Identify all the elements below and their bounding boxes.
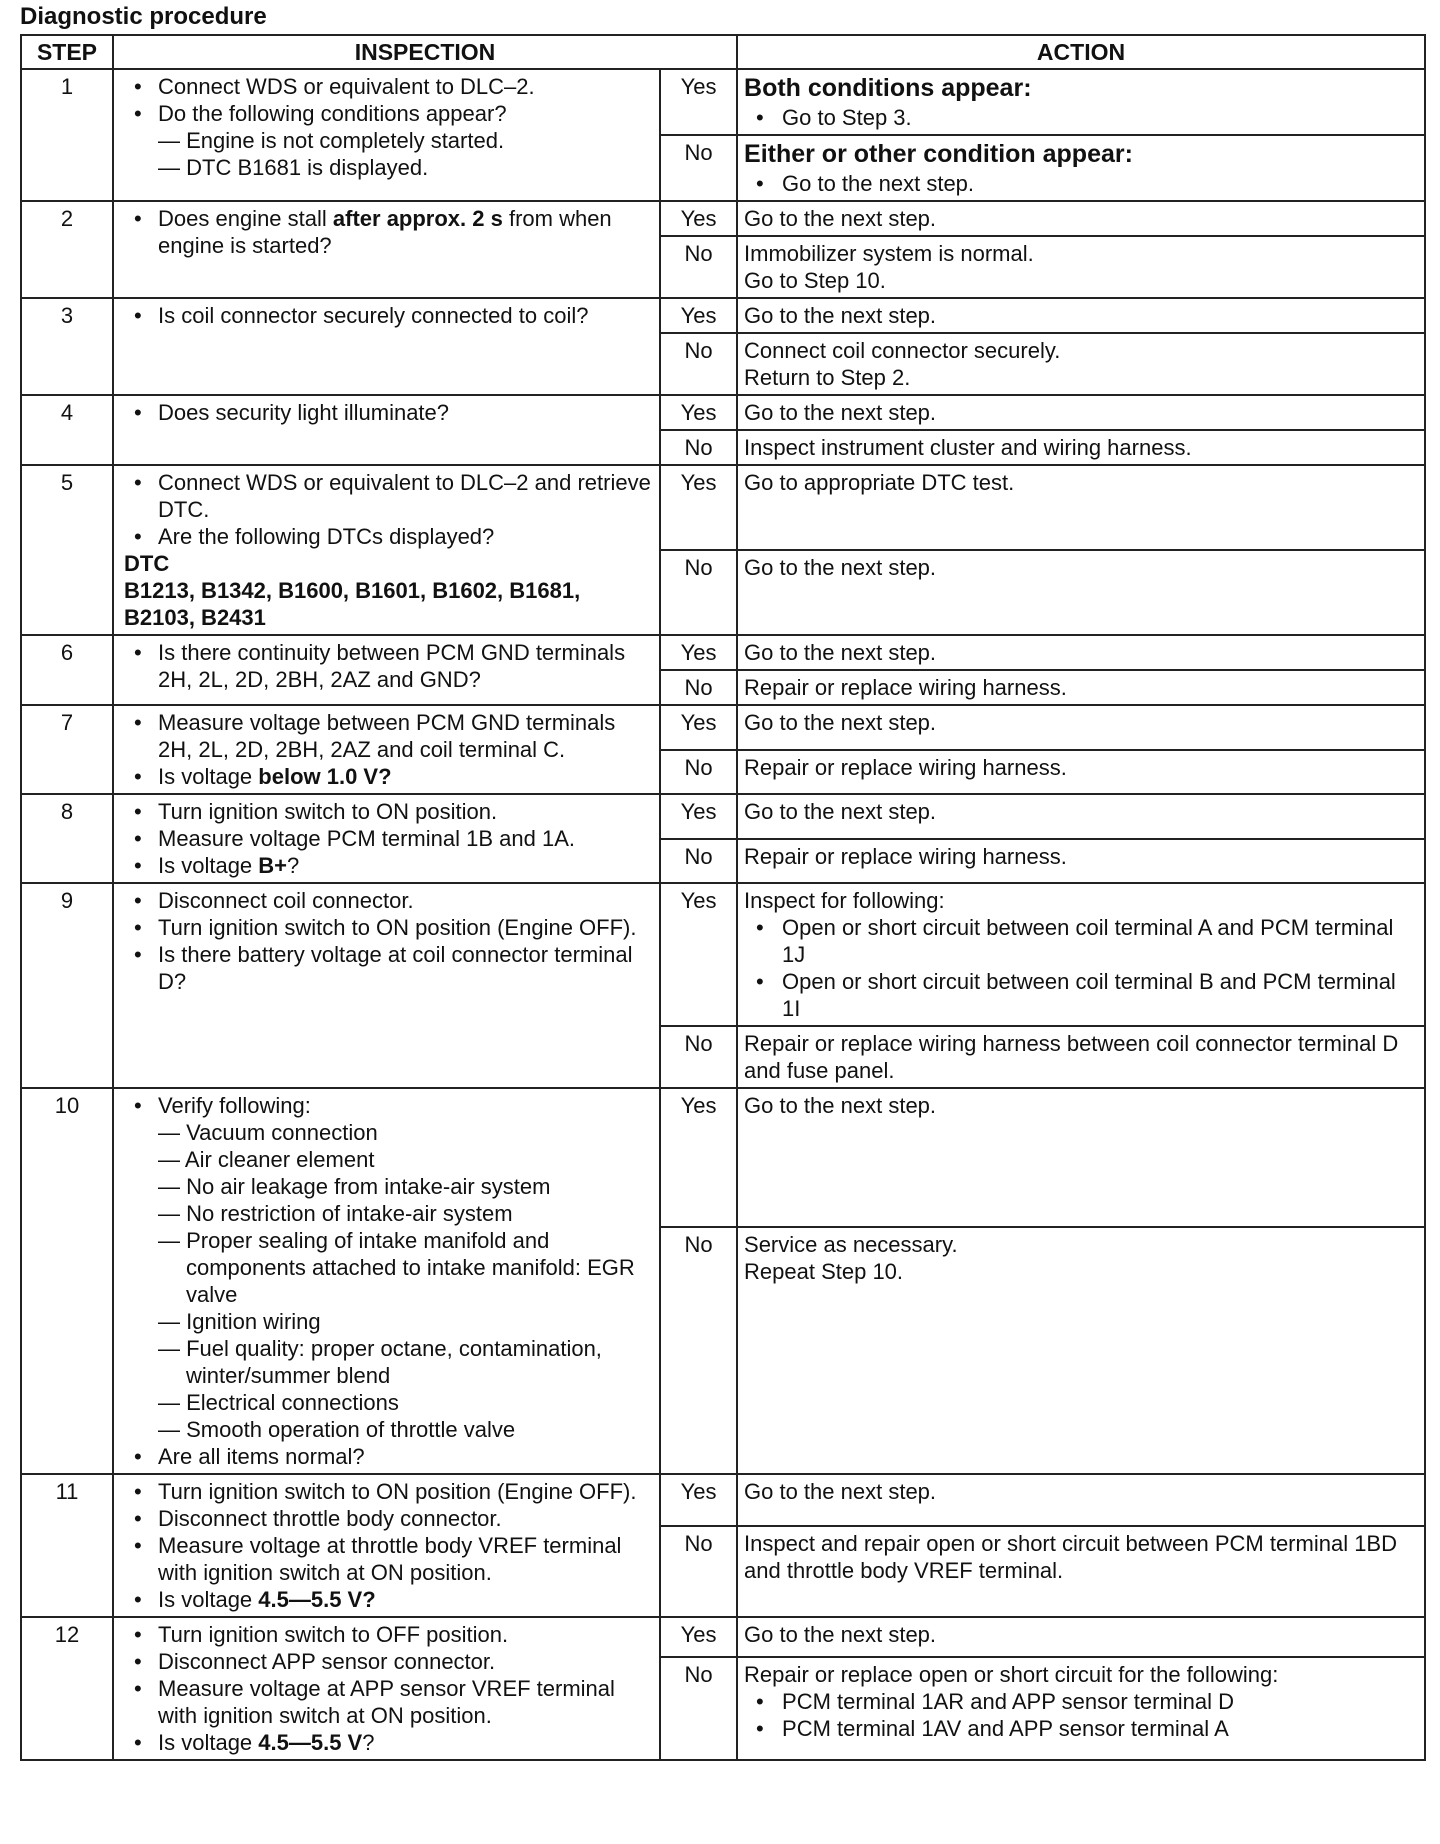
result-label: Yes — [660, 69, 737, 135]
text-fragment: Is voltage — [158, 764, 259, 789]
dash-item: — DTC B1681 is displayed. — [158, 155, 429, 180]
step-number: 2 — [21, 201, 113, 298]
action-column-header: ACTION — [737, 35, 1425, 69]
table-row — [21, 635, 1425, 670]
action-cell — [737, 333, 1425, 395]
action-cell — [737, 298, 1425, 333]
bullet-item: • Are the following DTCs displayed? — [124, 523, 653, 550]
text-line: Go to the next step. — [744, 555, 937, 580]
bullet-item: • Go to Step 3. — [744, 104, 1418, 131]
table-row — [21, 395, 1425, 430]
result-label: No — [660, 236, 737, 298]
text-line: Inspect instrument cluster and wiring harness. — [744, 435, 1192, 460]
inspection-cell — [113, 465, 660, 635]
bullet-item: • Is there battery voltage at coil connector terminal D? — [124, 941, 653, 995]
action-cell — [737, 430, 1425, 465]
action-cell — [737, 794, 1425, 839]
action-cell — [737, 550, 1425, 635]
table-row — [21, 465, 1425, 550]
text-fragment: ? — [362, 1730, 375, 1755]
step-number: 5 — [21, 465, 113, 635]
table-row — [21, 1617, 1425, 1657]
bullet-item: • Measure voltage PCM terminal 1B and 1A. — [124, 825, 653, 852]
page-title: Diagnostic procedure — [20, 3, 267, 30]
bullet-item — [124, 205, 653, 259]
text-line: Immobilizer system is normal. — [744, 241, 1034, 266]
bullet-item: • Is coil connector securely connected to coil? — [124, 302, 653, 329]
inspection-cell — [113, 395, 660, 465]
step-number: 7 — [21, 705, 113, 794]
emphasis-text: B+ — [258, 853, 288, 878]
dash-item: — Fuel quality: proper octane, contamination, winter/summer blend — [158, 1336, 602, 1388]
result-label: Yes — [660, 705, 737, 750]
dash-item: — Smooth operation of throttle valve — [158, 1417, 516, 1442]
text-line: Connect coil connector securely. — [744, 338, 1061, 363]
bullet-item: • Is there continuity between PCM GND terminals 2H, 2L, 2D, 2BH, 2AZ and GND? — [124, 639, 653, 693]
text-line: Return to Step 2. — [744, 365, 911, 390]
action-cell — [737, 670, 1425, 705]
result-label: No — [660, 1227, 737, 1474]
bullet-item: • Does security light illuminate? — [124, 399, 653, 426]
bullet-item: • Turn ignition switch to ON position. — [124, 798, 653, 825]
bullet-item — [124, 1586, 653, 1613]
action-cell — [737, 201, 1425, 236]
bullet-item — [124, 763, 653, 790]
result-label: Yes — [660, 635, 737, 670]
text-line: Go to the next step. — [744, 1479, 937, 1504]
inspection-cell — [113, 883, 660, 1088]
table-row — [21, 1088, 1425, 1227]
action-cell — [737, 465, 1425, 550]
table-row — [21, 1474, 1425, 1526]
result-label: No — [660, 1026, 737, 1088]
table-row — [21, 201, 1425, 236]
action-cell — [737, 1227, 1425, 1474]
result-label: Yes — [660, 298, 737, 333]
table-body — [21, 69, 1425, 1760]
text-line: Go to the next step. — [744, 206, 937, 231]
result-label: Yes — [660, 395, 737, 430]
text-line: Go to the next step. — [744, 640, 937, 665]
action-cell — [737, 1474, 1425, 1526]
inspection-cell — [113, 298, 660, 395]
step-number: 9 — [21, 883, 113, 1088]
inspection-cell — [113, 1617, 660, 1760]
bullet-item: • Disconnect throttle body connector. — [124, 1505, 653, 1532]
step-number: 3 — [21, 298, 113, 395]
inspection-cell — [113, 69, 660, 201]
bullet-item: • Open or short circuit between coil terminal A and PCM terminal 1J — [744, 914, 1418, 968]
result-label: Yes — [660, 465, 737, 550]
action-cell — [737, 135, 1425, 201]
step-number: 11 — [21, 1474, 113, 1617]
text-line: Go to the next step. — [744, 303, 937, 328]
step-number: 8 — [21, 794, 113, 883]
text-line: Go to the next step. — [744, 1622, 937, 1647]
text-line: Repair or replace wiring harness. — [744, 754, 1067, 780]
text-fragment: Is voltage — [158, 1730, 259, 1755]
bullet-item: • Go to the next step. — [744, 170, 1418, 197]
result-label: Yes — [660, 794, 737, 839]
step-number: 10 — [21, 1088, 113, 1474]
text-fragment: ? — [287, 853, 300, 878]
dash-item: — Vacuum connection — [158, 1120, 378, 1145]
condition-heading: Either or other condition appear: — [744, 140, 1133, 168]
result-label: No — [660, 839, 737, 884]
result-label: No — [660, 135, 737, 201]
result-label: No — [660, 550, 737, 635]
result-label: Yes — [660, 1474, 737, 1526]
bullet-item: • Measure voltage between PCM GND terminals 2H, 2L, 2D, 2BH, 2AZ and coil terminal C. — [124, 709, 653, 763]
result-label: Yes — [660, 1088, 737, 1227]
bullet-item: • Connect WDS or equivalent to DLC–2. — [124, 73, 653, 100]
action-cell — [737, 883, 1425, 1026]
bullet-item: • Verify following: — [124, 1092, 653, 1119]
inspection-cell — [113, 794, 660, 883]
dash-item: — Electrical connections — [158, 1390, 399, 1415]
emphasis-text: 4.5—5.5 V? — [258, 1587, 376, 1612]
inspection-cell — [113, 1088, 660, 1474]
step-number: 1 — [21, 69, 113, 201]
result-label: No — [660, 430, 737, 465]
action-cell — [737, 1526, 1425, 1617]
text-line: Repair or replace open or short circuit for the following: — [744, 1662, 1279, 1688]
action-cell — [737, 1088, 1425, 1227]
text-line: Go to appropriate DTC test. — [744, 470, 1015, 495]
emphasis-text: below 1.0 V? — [258, 764, 392, 789]
text-line: Service as necessary. — [744, 1232, 958, 1258]
bullet-item — [124, 852, 653, 879]
bullet-item: • Open or short circuit between coil terminal B and PCM terminal 1I — [744, 968, 1418, 1022]
step-column-header: STEP — [21, 35, 113, 69]
dash-item: — No air leakage from intake-air system — [158, 1174, 551, 1199]
emphasis-text: after approx. 2 s — [332, 206, 503, 231]
action-cell — [737, 1617, 1425, 1657]
text-line: Inspect for following: — [744, 888, 945, 913]
bullet-item: • Turn ignition switch to ON position (Engine OFF). — [124, 914, 653, 941]
bullet-item: • Measure voltage at throttle body VREF terminal with ignition switch at ON position. — [124, 1532, 653, 1586]
inspection-cell — [113, 201, 660, 298]
table-header-row — [21, 35, 1425, 69]
bullet-item: • Turn ignition switch to OFF position. — [124, 1621, 653, 1648]
dash-item: — Ignition wiring — [158, 1309, 321, 1334]
table-row — [21, 883, 1425, 1026]
text-fragment: Is voltage — [158, 853, 259, 878]
dash-item: — No restriction of intake-air system — [158, 1201, 513, 1226]
bullet-item: • Do the following conditions appear? — [124, 100, 653, 127]
action-cell — [737, 705, 1425, 750]
text-line: Go to the next step. — [744, 799, 937, 824]
text-fragment: Does engine stall — [158, 206, 333, 231]
bullet-item: • Measure voltage at APP sensor VREF terminal with ignition switch at ON position. — [124, 1675, 653, 1729]
text-line: Repair or replace wiring harness. — [744, 843, 1067, 869]
action-cell — [737, 750, 1425, 795]
text-line: Repair or replace wiring harness. — [744, 675, 1067, 700]
result-label: No — [660, 750, 737, 795]
action-cell — [737, 236, 1425, 298]
inspection-column-header: INSPECTION — [113, 35, 737, 69]
action-cell — [737, 395, 1425, 430]
result-label: No — [660, 670, 737, 705]
text-line: Go to the next step. — [744, 710, 937, 735]
condition-heading: Both conditions appear: — [744, 74, 1032, 102]
dash-item: — Air cleaner element — [158, 1147, 375, 1172]
bullet-item: • Connect WDS or equivalent to DLC–2 and retrieve DTC. — [124, 469, 653, 523]
result-label: No — [660, 333, 737, 395]
bullet-item: • PCM terminal 1AR and APP sensor terminal D — [744, 1688, 1418, 1715]
bullet-item: • Disconnect coil connector. — [124, 887, 653, 914]
text-fragment: Is voltage — [158, 1587, 259, 1612]
action-cell — [737, 1026, 1425, 1088]
result-label: No — [660, 1526, 737, 1617]
bold-text-line: DTC — [124, 551, 170, 576]
bullet-item — [124, 1729, 653, 1756]
inspection-cell — [113, 635, 660, 705]
inspection-cell — [113, 1474, 660, 1617]
result-label: Yes — [660, 883, 737, 1026]
table-row — [21, 794, 1425, 839]
dash-item: — Proper sealing of intake manifold and components attached to intake manifold: EGR valve — [158, 1228, 635, 1307]
action-cell — [737, 69, 1425, 135]
action-cell — [737, 1657, 1425, 1760]
inspection-cell — [113, 705, 660, 794]
step-number: 4 — [21, 395, 113, 465]
text-line: Go to Step 10. — [744, 268, 886, 293]
bullet-item: • PCM terminal 1AV and APP sensor terminal A — [744, 1715, 1418, 1742]
step-number: 12 — [21, 1617, 113, 1760]
text-line: Repair or replace wiring harness between coil connector terminal D and fuse panel. — [744, 1031, 1399, 1083]
step-number: 6 — [21, 635, 113, 705]
emphasis-text: 4.5—5.5 V — [258, 1730, 363, 1755]
diagnostic-procedure-table — [20, 34, 1426, 1761]
dash-item: — Engine is not completely started. — [158, 128, 505, 153]
table-row — [21, 69, 1425, 135]
text-line: Go to the next step. — [744, 1093, 937, 1118]
result-label: No — [660, 1657, 737, 1760]
bold-text-line: B1213, B1342, B1600, B1601, B1602, B1681, B2103, B2431 — [124, 578, 581, 630]
text-line: Inspect and repair open or short circuit between PCM terminal 1BD and throttle body VREF terminal. — [744, 1530, 1397, 1583]
result-label: Yes — [660, 1617, 737, 1657]
text-line: Go to the next step. — [744, 400, 937, 425]
bullet-item: • Disconnect APP sensor connector. — [124, 1648, 653, 1675]
action-cell — [737, 839, 1425, 884]
text-fragment: from when engine is started? — [158, 206, 612, 258]
bullet-item: • Are all items normal? — [124, 1443, 653, 1470]
result-label: Yes — [660, 201, 737, 236]
table-row — [21, 705, 1425, 750]
action-cell — [737, 635, 1425, 670]
table-row — [21, 298, 1425, 333]
bullet-item: • Turn ignition switch to ON position (Engine OFF). — [124, 1478, 653, 1505]
text-line: Repeat Step 10. — [744, 1259, 904, 1285]
